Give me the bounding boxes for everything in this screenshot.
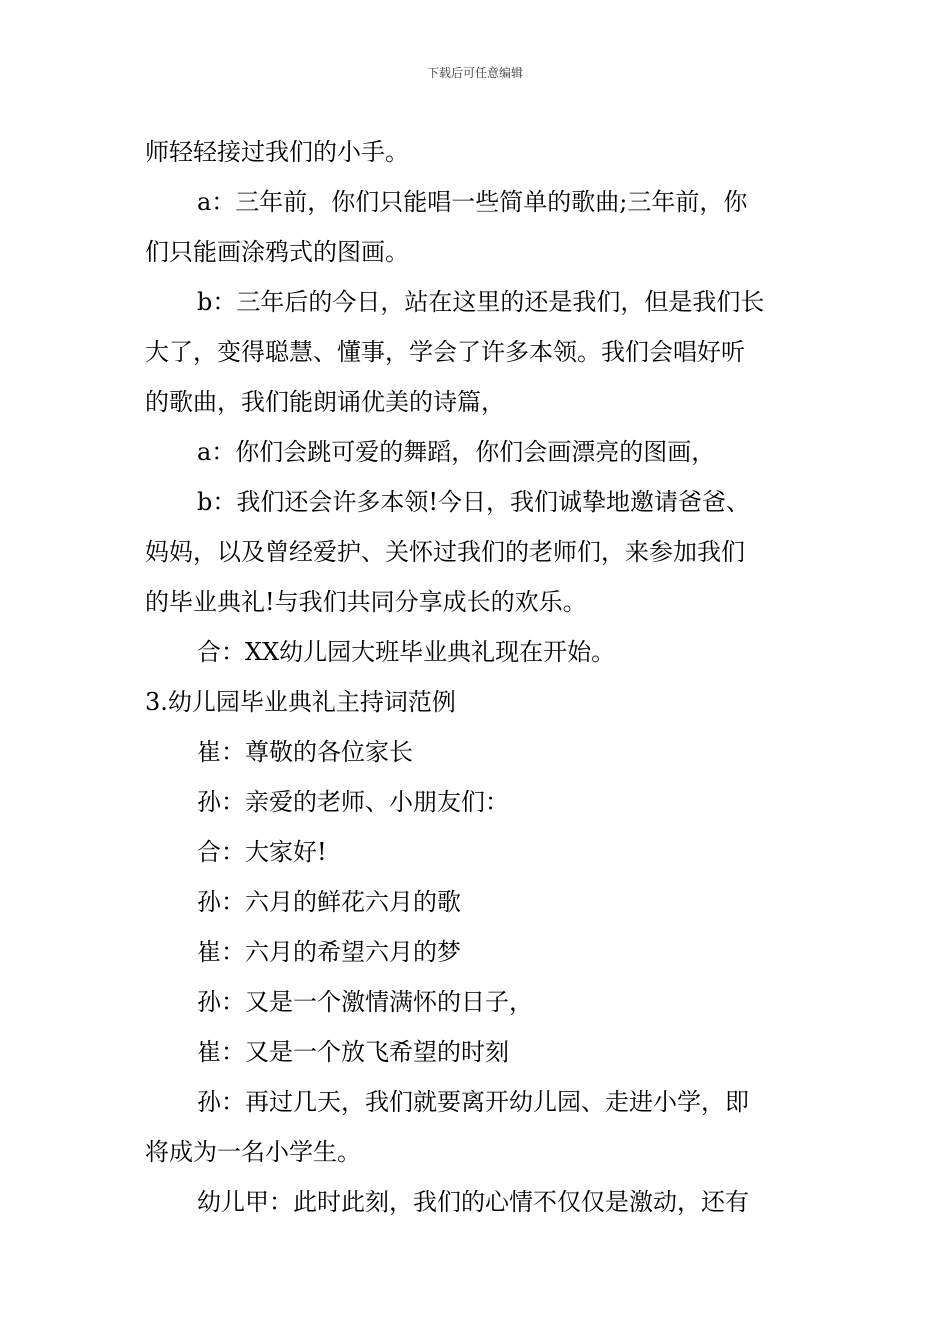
text-line: 的毕业典礼!与我们共同分享成长的欢乐。 bbox=[145, 588, 587, 616]
text-line: a：你们会跳可爱的舞蹈，你们会画漂亮的图画， bbox=[197, 438, 716, 466]
document-body bbox=[145, 127, 805, 1227]
text-line: 的歌曲，我们能朗诵优美的诗篇， bbox=[145, 388, 505, 416]
text-line: 合：大家好! bbox=[197, 838, 327, 866]
text-line: b：我们还会许多本领!今日，我们诚挚地邀请爸爸、 bbox=[197, 488, 751, 516]
text-line: 孙：六月的鲜花六月的歌 bbox=[197, 888, 461, 916]
text-line: 孙：又是一个激情满怀的日子， bbox=[197, 988, 533, 1016]
text-line: 崔：尊敬的各位家长 bbox=[197, 738, 413, 766]
text-line: 们只能画涂鸦式的图画。 bbox=[145, 238, 409, 266]
text-line: 妈妈，以及曾经爱护、关怀过我们的老师们，来参加我们 bbox=[145, 538, 745, 566]
text-line: 幼儿甲：此时此刻，我们的心情不仅仅是激动，还有 bbox=[197, 1188, 749, 1216]
text-line: b：三年后的今日，站在这里的还是我们，但是我们长 bbox=[197, 288, 765, 316]
text-line: 崔：六月的希望六月的梦 bbox=[197, 938, 461, 966]
text-line: a：三年前，你们只能唱一些简单的歌曲;三年前，你 bbox=[197, 188, 748, 216]
text-line: 孙：亲爱的老师、小朋友们： bbox=[197, 788, 509, 816]
text-line: 大了，变得聪慧、懂事，学会了许多本领。我们会唱好听 bbox=[145, 338, 745, 366]
text-line: 孙：再过几天，我们就要离开幼儿园、走进小学，即 bbox=[197, 1088, 749, 1116]
text-line: 师轻轻接过我们的小手。 bbox=[145, 138, 409, 166]
section-heading: 3.幼儿园毕业典礼主持词范例 bbox=[145, 688, 456, 716]
text-line: 合：XX幼儿园大班毕业典礼现在开始。 bbox=[197, 638, 616, 666]
page-header: 下载后可任意编辑 bbox=[426, 66, 523, 80]
text-line: 崔：又是一个放飞希望的时刻 bbox=[197, 1038, 509, 1066]
text-line: 将成为一名小学生。 bbox=[145, 1138, 361, 1166]
